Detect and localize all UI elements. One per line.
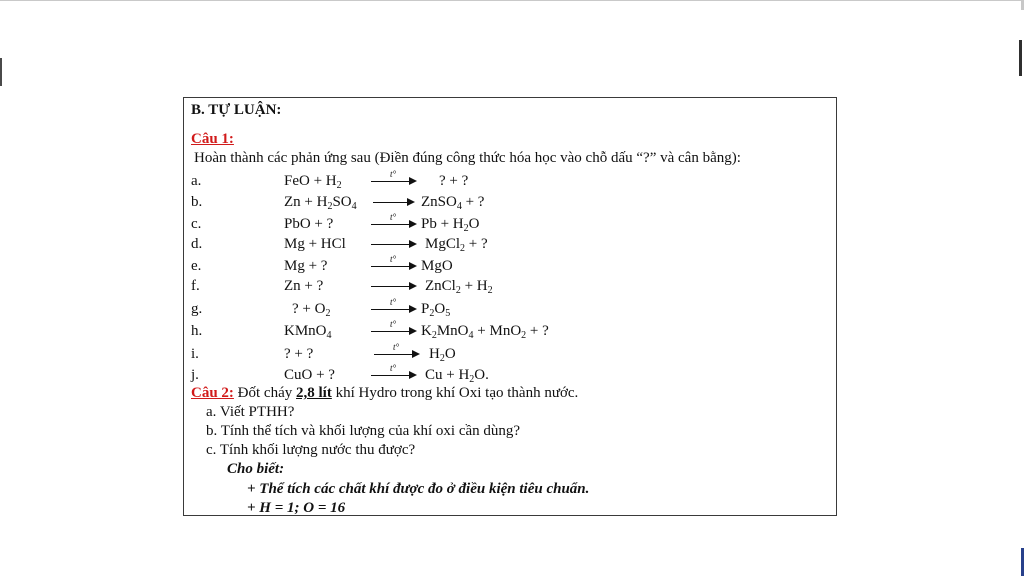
reactants: Zn + ?: [284, 278, 324, 294]
reaction-letter: g.: [191, 301, 203, 317]
reaction-letter: e.: [191, 258, 202, 274]
given-condition: + Thể tích các chất khí được đo ở điều kiện tiêu chuẩn.: [247, 481, 590, 497]
products: ZnCl$_2$ + $H_2$: [425, 278, 493, 296]
hydrogen-volume: 2,8 lít: [296, 385, 332, 401]
reactants: CuO + ?: [284, 367, 335, 383]
question-2-item-c: c. Tính khối lượng nước thu được?: [206, 442, 416, 458]
reaction-arrow: [371, 277, 417, 293]
reactants: PbO + ?: [284, 216, 334, 232]
reaction-arrow: [371, 319, 417, 338]
given-atomic-masses: + H = 1; O = 16: [247, 500, 346, 516]
reaction-arrow: [374, 342, 420, 361]
products: $Pb + H_2O$: [421, 216, 480, 234]
heat-condition: t°: [393, 342, 400, 352]
reaction-arrow: [373, 193, 415, 209]
reaction-arrow: [371, 212, 417, 231]
heat-condition: t°: [390, 319, 397, 329]
reactants: KMnO$_4$: [284, 323, 332, 341]
question-2-item-a: a. Viết PTHH?: [206, 404, 295, 420]
products: MgO: [421, 258, 453, 274]
reaction-letter: j.: [191, 367, 199, 383]
reactants: ? + ?: [284, 346, 314, 362]
right-scrollbar-thumb[interactable]: [1019, 40, 1022, 76]
reactants: ? + $O_2$: [292, 301, 331, 319]
reaction-arrow: [371, 363, 417, 382]
products: MgCl$_2$ + ?: [425, 236, 488, 254]
section-title: B. TỰ LUẬN:: [191, 102, 282, 118]
left-edge-marker: [0, 58, 2, 86]
reactants: FeO + $H_2$: [284, 173, 342, 191]
reaction-letter: i.: [191, 346, 199, 362]
heat-condition: t°: [390, 212, 397, 222]
reaction-arrow: [371, 235, 417, 251]
question-1-instruction: Hoàn thành các phản ứng sau (Điền đúng công thức hóa học vào chỗ dấu “?” và cân bằng):: [194, 150, 741, 166]
heat-condition: t°: [390, 169, 397, 179]
question-1-label: Câu 1:: [191, 131, 234, 147]
products: $P_2O_5$: [421, 301, 451, 319]
products: $H_2O$: [429, 346, 456, 364]
reaction-letter: a.: [191, 173, 202, 189]
question-2-line: Câu 2: Đốt cháy 2,8 lít khí Hydro trong khí Oxi tạo thành nước.: [191, 385, 579, 401]
reaction-letter: d.: [191, 236, 203, 252]
window-top-border: [0, 0, 1024, 1]
heat-condition: t°: [390, 363, 397, 373]
reactants: Mg + ?: [284, 258, 328, 274]
reaction-arrow: [371, 297, 417, 316]
products: ZnSO$_4$ + ?: [421, 194, 485, 212]
products: $K_2MnO_4 + MnO_2$ + ?: [421, 323, 549, 341]
question-2-item-b: b. Tính thể tích và khối lượng của khí oxi cần dùng?: [206, 423, 521, 439]
question-2-label: Câu 2:: [191, 385, 234, 401]
reactants: Mg + HCl: [284, 236, 346, 252]
heat-condition: t°: [390, 254, 397, 264]
reaction-arrow: [371, 254, 417, 273]
reaction-arrow: [371, 169, 417, 188]
reaction-letter: f.: [191, 278, 200, 294]
reactants: $Zn + H_2SO_4$: [284, 194, 357, 212]
reaction-letter: b.: [191, 194, 203, 210]
given-label: Cho biết:: [227, 461, 285, 477]
heat-condition: t°: [390, 297, 397, 307]
reaction-letter: h.: [191, 323, 203, 339]
document-page: [183, 97, 837, 516]
products: $Cu + H_2O$.: [425, 367, 489, 385]
products: ? + ?: [439, 173, 469, 189]
reaction-letter: c.: [191, 216, 202, 232]
